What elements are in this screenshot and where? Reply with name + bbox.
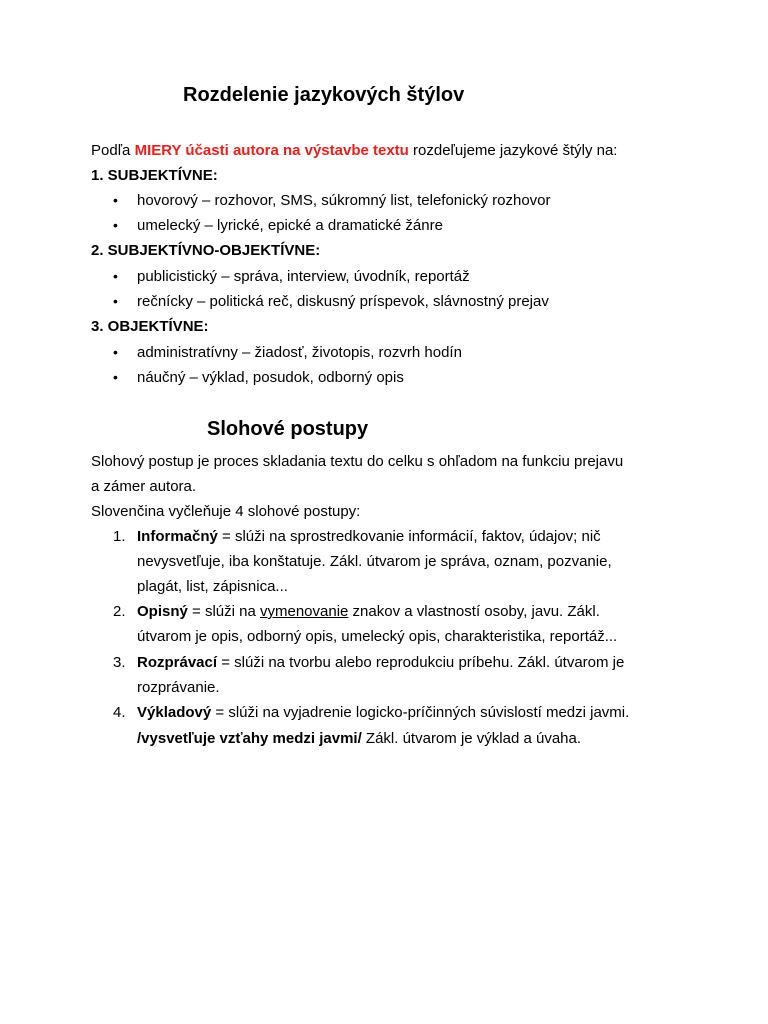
item-continuation: plagát, list, zápisnica... [137,578,288,595]
list-item-text: publicistický – správa, interview, úvodník, reportáž [137,268,470,285]
list-item-text: umelecký – lyrické, epické a dramatické žánre [137,217,443,234]
list-item [113,264,470,289]
bullet-icon: • [113,344,118,360]
bullet-icon: • [113,293,118,309]
item-number: 1. [113,528,126,545]
bullet-icon: • [113,192,118,208]
item-continuation: rozprávanie. [137,679,220,696]
list-item [113,213,443,238]
item-continuation: nevysvetľuje, iba konštatuje. Zákl. útvarom je správa, oznam, pozvanie, [137,553,612,570]
list-item-text: hovorový – rozhovor, SMS, súkromný list, telefonický rozhovor [137,192,551,209]
list-item-text: administratívny – žiadosť, životopis, rozvrh hodín [137,344,462,361]
underlined-word: vymenovanie [259,603,349,620]
list-item-text: rečnícky – politická reč, diskusný príspevok, slávnostný prejav [137,293,549,310]
numbered-item [113,700,629,725]
bullet-icon: • [113,268,118,284]
intro-paragraph [91,138,617,163]
bullet-icon: • [113,369,118,385]
item-term: Informačný [137,528,218,545]
item-term: Rozprávací [137,654,218,671]
document-title: Rozdelenie jazykových štýlov [183,84,465,106]
item-continuation: útvarom je opis, odborný opis, umelecký opis, charakteristika, reportáž... [137,628,618,645]
paragraph-line: Slohový postup je proces skladania textu do celku s ohľadom na funkciu prejavu [91,453,624,470]
item-number: 3. [113,654,126,671]
item-text: = slúži na vyjadrenie logicko-príčinných súvislostí medzi javmi. [211,704,630,721]
paragraph-line: Slovenčina vyčleňuje 4 slohové postupy: [91,503,361,520]
item-text: Zákl. útvarom je výklad a úvaha. [361,730,582,747]
section-heading-subjective: 1. SUBJEKTÍVNE: [91,167,218,184]
intro-text-post: rozdeľujeme jazykové štýly na: [408,142,618,159]
item-number: 4. [113,704,126,721]
item-text: znakov a vlastností osoby, javu. Zákl. [348,603,600,620]
list-item [113,365,404,390]
item-term: Opisný [137,603,188,620]
item-text: = slúži na [187,603,260,620]
item-text: = slúži na tvorbu alebo reprodukciu príbehu. Zákl. útvarom je [217,654,625,671]
item-continuation [137,726,581,751]
item-term: Výkladový [137,704,212,721]
numbered-item [113,524,601,549]
list-item-text: náučný – výklad, posudok, odborný opis [137,369,404,386]
list-item [113,289,549,314]
bullet-icon: • [113,217,118,233]
numbered-item [113,650,624,675]
intro-text-pre: Podľa [91,142,135,159]
item-bold-note: /vysvetľuje vzťahy medzi javmi/ [137,730,362,747]
intro-highlight: MIERY účasti autora na výstavbe textu [134,142,409,159]
section-title-postupy: Slohové postupy [207,418,369,440]
item-number: 2. [113,603,126,620]
section-heading-objective: 3. OBJEKTÍVNE: [91,318,209,335]
list-item [113,340,462,365]
paragraph-line: a zámer autora. [91,478,197,495]
item-text: = slúži na sprostredkovanie informácií, faktov, údajov; nič [217,528,601,545]
list-item [113,188,551,213]
numbered-item [113,599,600,624]
section-heading-subjective-objective: 2. SUBJEKTÍVNO-OBJEKTÍVNE: [91,242,321,259]
